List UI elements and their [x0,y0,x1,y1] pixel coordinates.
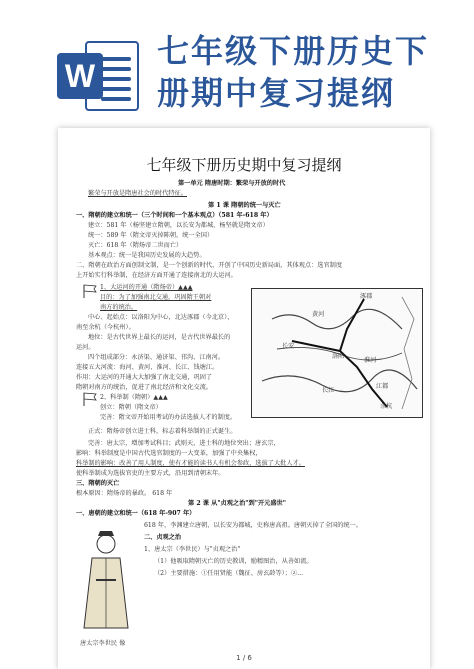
cover-headline: 七年级下册历史下册期中复习提纲 [157,32,430,112]
flag-icon [82,392,98,406]
text-line: 建立：581 年（杨坚建立隋朝，以长安为都城，杨坚就是隋文帝） [88,222,269,229]
text-line: 四个组成部分：永济渠、通济渠、邗沟、江南河。 [88,354,225,361]
text-line: 二、隋朝在政治方面创制文制，是一个创新的时代，开创了中国历史新局面，其体观点：选官制度 [76,262,343,269]
text-line: （2）主要措施：①任用贤能（魏征、房玄龄等）；②... [154,570,304,577]
emperor-portrait [78,528,134,648]
intro-text: 繁荣与开放是隋唐社会的时代特征。 [88,190,187,197]
unit-heading: 第一单元 隋唐时期：繁荣与开放的时代 [178,180,286,187]
text-line: 创立：隋朝（隋文帝） [100,404,162,411]
text-line: 中心、起始点：以洛阳为中心，北达涿郡（今北京）， [88,314,234,321]
text-line: 影响：科举制度是中国古代选官制度的一大变革，加强了中央集权， [76,450,262,457]
lesson2-heading: 第 2 课 从"贞观之治"到"开元盛世" [188,500,286,507]
text-line: 隋朝对南方的统治，促进了南北经济和文化交流。 [76,384,213,391]
map-label: 涿郡 [360,293,373,300]
doc-title: 七年级下册历史期中复习提纲 [146,156,342,174]
portrait-drawing [78,528,134,640]
map-label: 长江 [322,387,335,394]
word-document-icon [57,35,143,117]
text-line: 618 年，李渊建立唐朝，以长安为都城，史称唐高祖。唐朝灭掉了全国的统一。 [144,522,362,529]
text-line: 南至余杭（今杭州）。 [76,324,135,331]
text-line: 完善：隋文帝开始用考试的办法选拔人才的制度。 [100,414,237,421]
text-line: 地位：是古代世界上最长的运河，是古代世界最长的 [88,334,231,341]
text-line: 连接五大河流：海河、黄河、淮河、长江、钱塘江。 [76,364,219,371]
section-heading: 三、隋朝的灭亡 [76,480,120,487]
text-line: 二、贞观之治 [144,534,182,541]
text-line: 灭亡：618 年（隋炀帝二世而亡） [88,242,183,249]
text-line: （1）他吸取隋朝灭亡的历史教训，励精图治，从善如流。 [154,558,313,565]
text-line: 上开始实行科举制，在经济方面开通了连接南北的大运河。 [76,272,237,279]
text-line: 1、大运河的开通（隋炀帝）▲▲▲ [100,284,193,291]
text-line: 使科举制成为选拔官吏的主要方式，沿用到清朝末年。 [76,470,225,477]
text-line: 统一：589 年（隋文帝灭掉陈朝，统一全国） [88,232,214,239]
lesson1-heading: 第 1 课 隋朝的统一与灭亡 [208,202,281,209]
text-line: 南方的统治。 [100,304,138,311]
grand-canal-map [251,288,423,418]
text-line: 2、科举制（隋朝）▲▲▲ [100,394,168,401]
text-line: 作用：大运河的开通大大加强了南北交通，巩固了 [76,374,213,381]
section2-heading: 一、唐朝的建立和统一（618 年-907 年） [76,510,196,517]
map-label: 长安 [282,343,295,350]
map-label: 江都 [376,383,389,390]
flag-icon [82,284,98,298]
text-line: 1、唐太宗（李世民）与"贞观之治" [144,546,241,553]
document-page [58,128,430,669]
map-label: 黄河 [312,311,325,318]
text-line: 目的：为了加强南北交通，巩固隋王朝对 [100,294,212,301]
text-line: 正式：隋炀帝创立进士科，标志着科举制的正式诞生。 [88,428,237,435]
text-line: 科举制的影响：改善了用人制度，使有才能的读书人有机会参政，选拔了大批人才。 [76,460,305,467]
word-badge: W [57,53,103,99]
text-line: 根本原因：隋炀帝的暴政。 618 年 [76,490,173,497]
map-label: 洛阳 [332,353,345,360]
map-label: 淮河 [364,357,377,364]
section1-heading: 一、隋朝的建立和统一（三个时间和一个基本观点）（581 年-618 年） [76,212,273,219]
text-line: 基本观点：统一是我国历史发展的大趋势。 [88,252,206,259]
map-label: 余杭 [380,403,393,410]
page-number: 1 / 6 [236,654,252,662]
portrait-caption: 唐太宗李世民 像 [80,640,126,647]
text-line: 运河。 [76,344,95,351]
cover-banner [0,0,474,135]
text-line: 完善：唐太宗，增加考试科目；武则天，进士科的地位突出；唐玄宗， [88,440,280,447]
